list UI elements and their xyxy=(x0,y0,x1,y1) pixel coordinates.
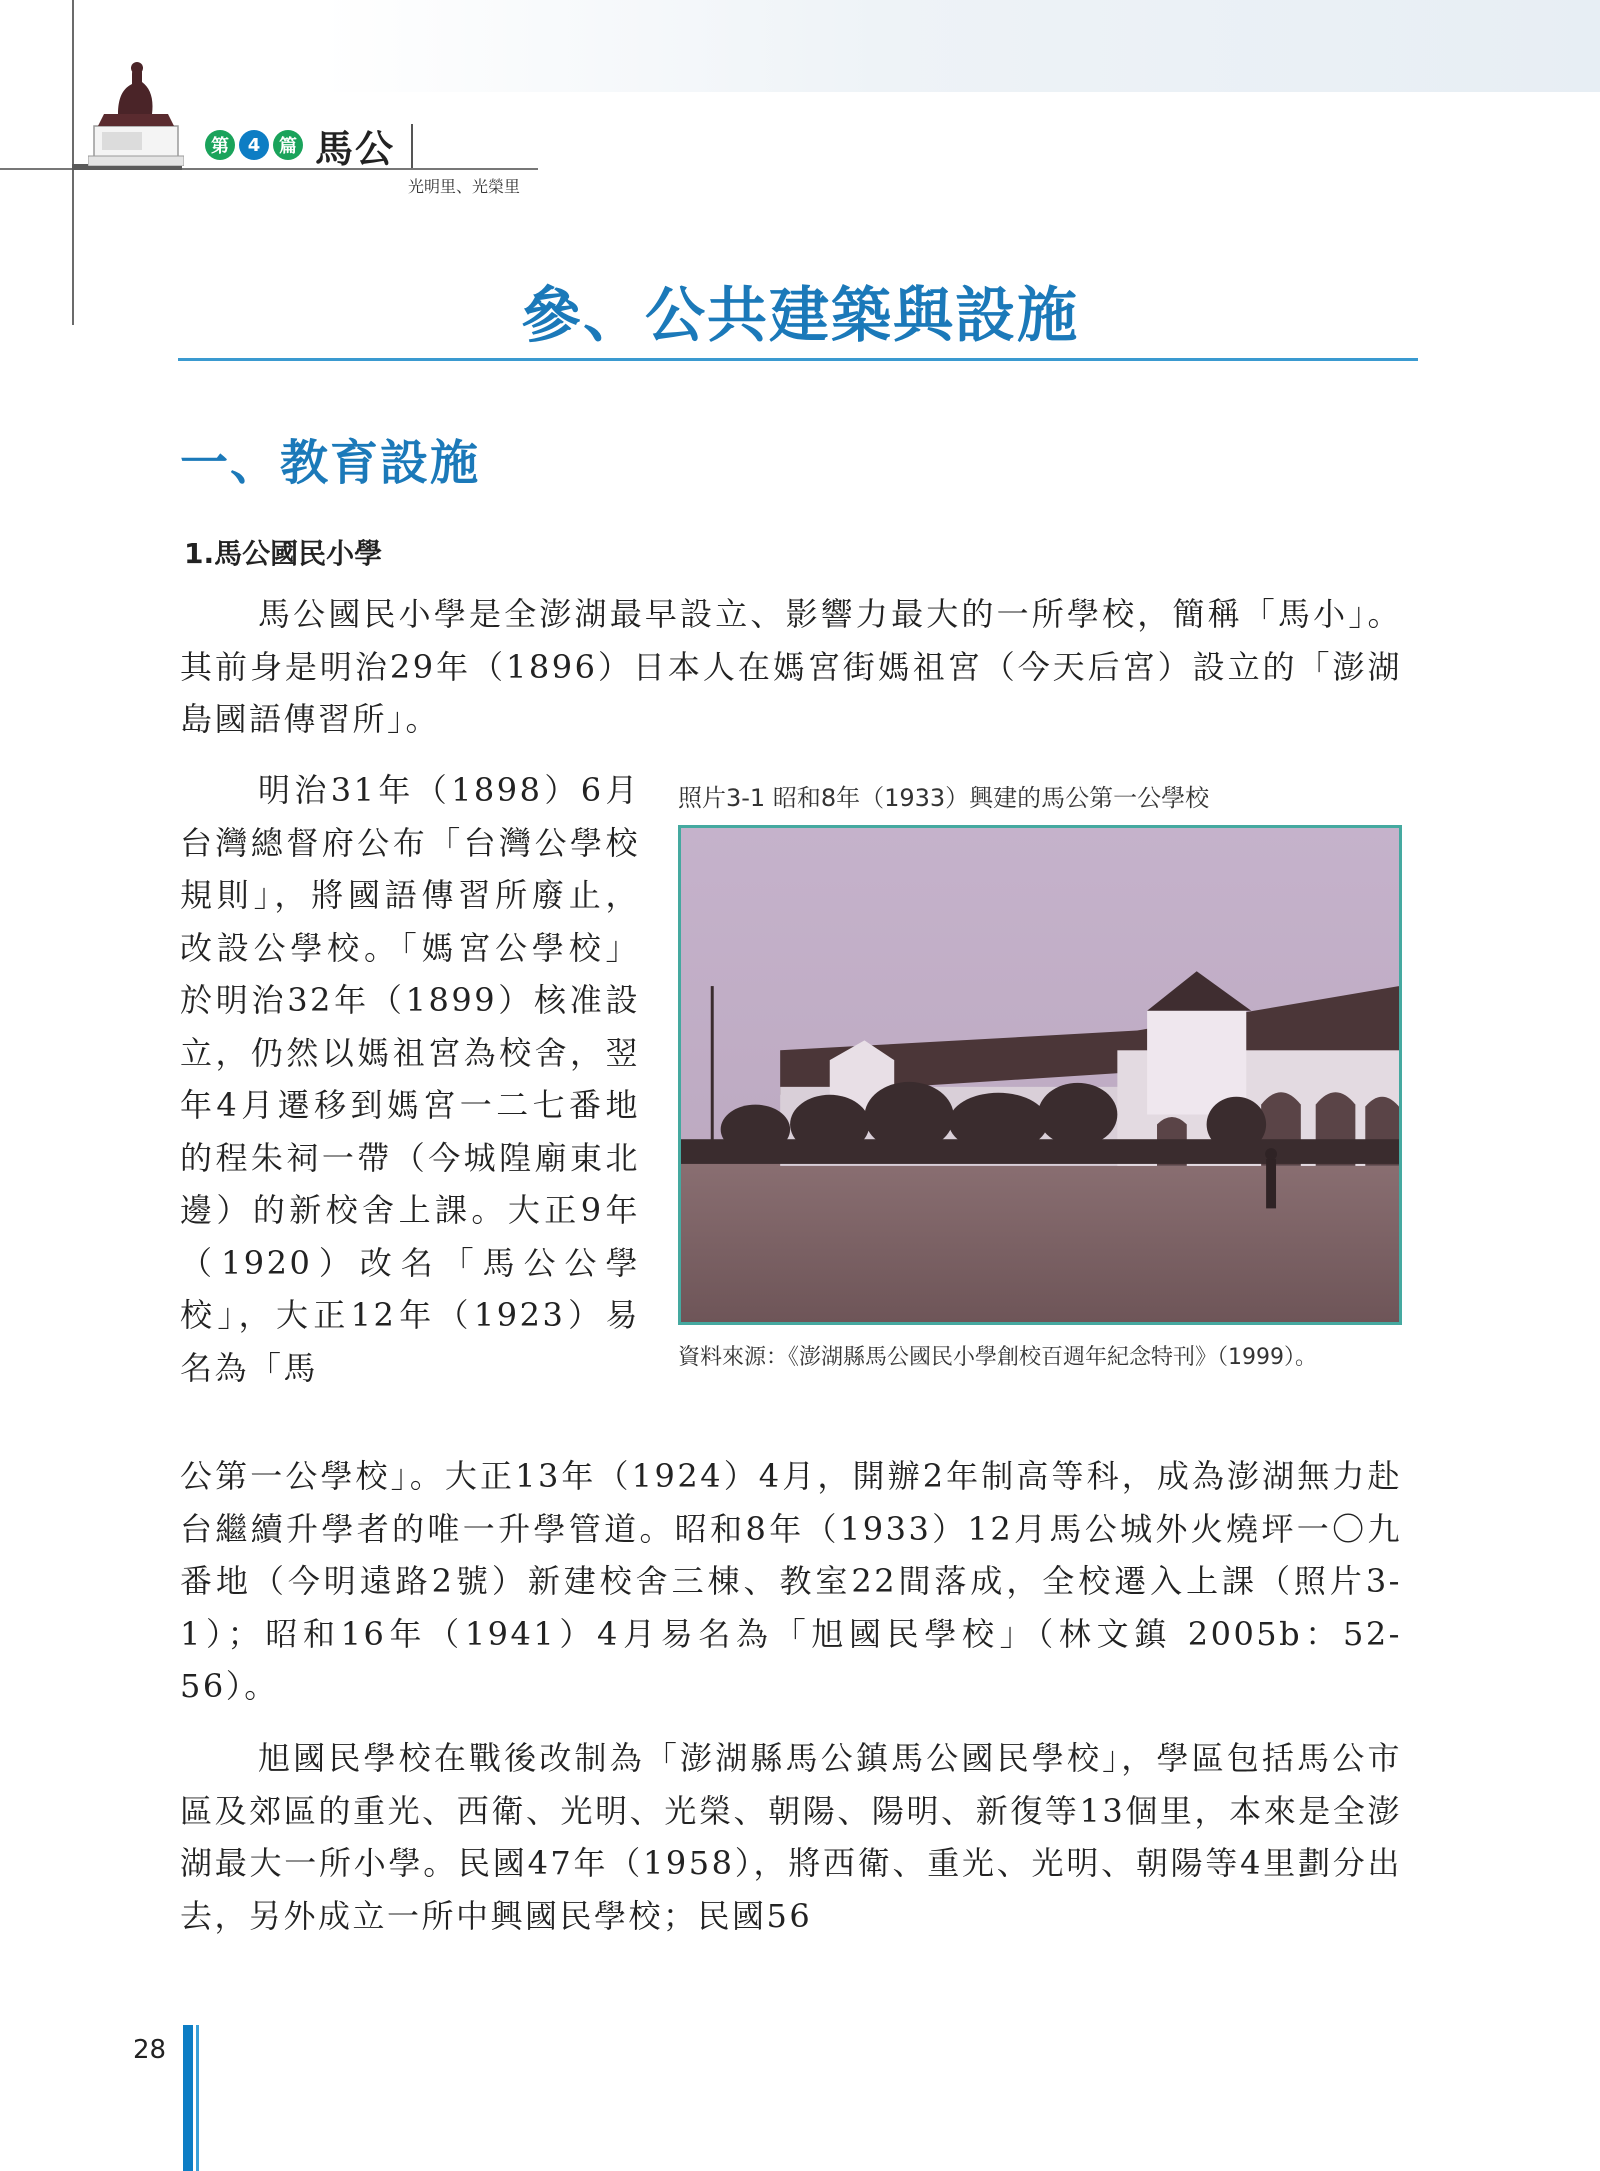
page-marker-line xyxy=(196,2025,199,2171)
photo-caption: 照片3-1 昭和8年（1933）興建的馬公第一公學校 xyxy=(678,784,1210,812)
chapter-prefix-badge: 第 xyxy=(205,130,235,160)
paragraph-4: 旭國民學校在戰後改制為「澎湖縣馬公鎮馬公國民學校」，學區包括馬公市區及郊區的重光、西衛、光明、光榮、朝陽、陽明、新復等13個里，本來是全澎湖最大一所小學。民國47年（1958），將西衛、重光、光明、朝陽等4里劃分出去，另外成立一所中興國民學校；民國56 xyxy=(180,1739,1402,1935)
statue-logo-icon xyxy=(88,48,184,166)
title-underline xyxy=(178,358,1418,361)
header-divider xyxy=(411,124,413,168)
page-title: 參、公共建築與設施 xyxy=(521,281,1079,351)
header-vertical-rule xyxy=(72,0,74,325)
paragraph-2: 明治31年（1898）6月台灣總督府公布「台灣公學校規則」，將國語傳習所廢止，改設公學校。「媽宮公學校」於明治32年（1899）核准設立，仍然以媽祖宮為校舍，翌年4月遷移到媽宮一二七番地的程朱祠一帶（今城隍廟東北邊）的新校舍上課。大正9年（1920）改名「馬公公學校」，大正12年（1923）易名為「馬 xyxy=(180,771,640,1387)
village-subtitle: 光明里、光榮里 xyxy=(408,177,521,196)
paragraph-3: 公第一公學校」。大正13年（1924）4月，開辦2年制高等科，成為澎湖無力赴台繼續升學者的唯一升學管道。昭和8年（1933）12月馬公城外火燒坪一〇九番地（今明遠路2號）新建校舍三棟、教室22間落成，全校遷入上課（照片3-1）；昭和16年（1941）4月易名為「旭國民學校」（林文鎮 2005b：52-56）。 xyxy=(180,1457,1402,1705)
subsection-heading: 1.馬公國民小學 xyxy=(184,537,383,570)
header-background xyxy=(0,0,1600,92)
section-heading: 一、教育設施 xyxy=(180,435,481,491)
chapter-number-badge: 4 xyxy=(239,130,269,160)
school-building-image xyxy=(681,828,1399,1322)
chapter-tag xyxy=(205,125,396,171)
page-marker-bar xyxy=(183,2025,193,2171)
page-number: 28 xyxy=(133,2035,167,2065)
photo-source: 資料來源：《澎湖縣馬公國民小學創校百週年紀念特刊》（1999）。 xyxy=(678,1345,1317,1370)
chapter-suffix-badge: 篇 xyxy=(273,130,303,160)
school-photo xyxy=(678,825,1402,1325)
paragraph-1: 馬公國民小學是全澎湖最早設立、影響力最大的一所學校，簡稱「馬小」。其前身是明治29年（1896）日本人在媽宮街媽祖宮（今天后宮）設立的「澎湖島國語傳習所」。 xyxy=(180,595,1402,738)
chapter-title: 馬公 xyxy=(315,125,396,171)
